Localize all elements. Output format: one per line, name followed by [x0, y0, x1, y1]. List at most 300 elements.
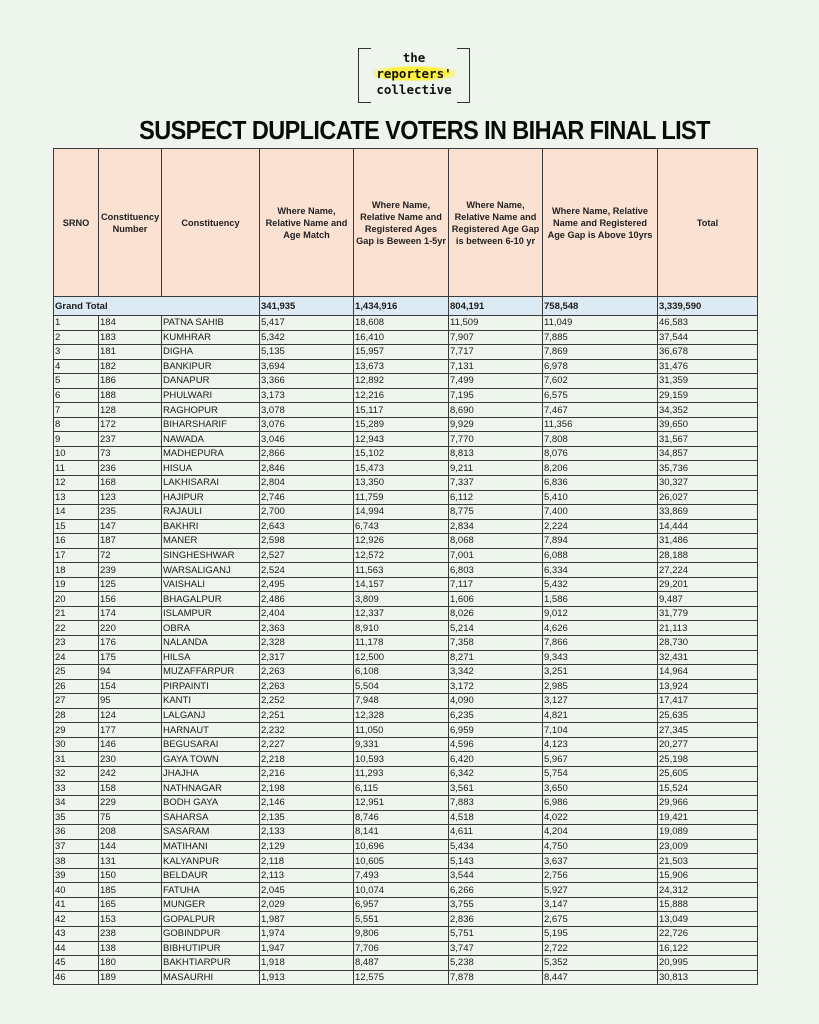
cell-srno: 8 [54, 417, 99, 432]
cell-gap-above-10: 4,022 [543, 810, 658, 825]
cell-gap-1-5: 9,806 [354, 926, 449, 941]
cell-gap-6-10: 6,420 [449, 752, 543, 767]
cell-srno: 5 [54, 374, 99, 389]
cell-age-match: 2,232 [260, 723, 354, 738]
cell-gap-above-10: 5,927 [543, 883, 658, 898]
cell-gap-above-10: 2,756 [543, 868, 658, 883]
cell-age-match: 2,495 [260, 577, 354, 592]
cell-srno: 42 [54, 912, 99, 927]
cell-constituency: KANTI [162, 694, 260, 709]
cell-total: 15,888 [658, 897, 758, 912]
cell-total: 31,567 [658, 432, 758, 447]
cell-gap-6-10: 4,090 [449, 694, 543, 709]
cell-constituency: NATHNAGAR [162, 781, 260, 796]
cell-gap-1-5: 12,216 [354, 388, 449, 403]
cell-srno: 30 [54, 737, 99, 752]
cell-constituency-number: 128 [99, 403, 162, 418]
cell-srno: 20 [54, 592, 99, 607]
cell-constituency: NAWADA [162, 432, 260, 447]
cell-gap-above-10: 4,204 [543, 825, 658, 840]
cell-constituency: MANER [162, 534, 260, 549]
cell-constituency-number: 220 [99, 621, 162, 636]
cell-constituency-number: 181 [99, 345, 162, 360]
table-row [54, 708, 758, 723]
cell-age-match: 2,146 [260, 796, 354, 811]
cell-srno: 4 [54, 359, 99, 374]
cell-srno: 29 [54, 723, 99, 738]
cell-gap-6-10: 7,883 [449, 796, 543, 811]
header-gap-6-10: Where Name, Relative Name and Registered Age Gap is between 6-10 yr [449, 149, 543, 297]
cell-gap-1-5: 11,563 [354, 563, 449, 578]
cell-constituency: PIRPAINTI [162, 679, 260, 694]
cell-age-match: 2,252 [260, 694, 354, 709]
cell-constituency: HISUA [162, 461, 260, 476]
cell-gap-1-5: 10,074 [354, 883, 449, 898]
cell-age-match: 2,118 [260, 854, 354, 869]
cell-gap-6-10: 6,959 [449, 723, 543, 738]
cell-gap-above-10: 11,356 [543, 417, 658, 432]
cell-gap-1-5: 5,504 [354, 679, 449, 694]
cell-total: 29,966 [658, 796, 758, 811]
cell-constituency-number: 146 [99, 737, 162, 752]
cell-constituency: NALANDA [162, 636, 260, 651]
cell-gap-1-5: 12,926 [354, 534, 449, 549]
cell-constituency-number: 158 [99, 781, 162, 796]
cell-gap-above-10: 7,467 [543, 403, 658, 418]
cell-gap-above-10: 7,602 [543, 374, 658, 389]
cell-srno: 19 [54, 577, 99, 592]
cell-total: 21,503 [658, 854, 758, 869]
cell-srno: 17 [54, 548, 99, 563]
table-row [54, 519, 758, 534]
cell-constituency: LALGANJ [162, 708, 260, 723]
cell-gap-above-10: 7,104 [543, 723, 658, 738]
cell-gap-6-10: 4,518 [449, 810, 543, 825]
cell-total: 31,486 [658, 534, 758, 549]
cell-srno: 46 [54, 970, 99, 985]
cell-age-match: 2,643 [260, 519, 354, 534]
cell-gap-6-10: 3,172 [449, 679, 543, 694]
cell-gap-6-10: 6,342 [449, 766, 543, 781]
cell-gap-1-5: 10,593 [354, 752, 449, 767]
cell-gap-6-10: 8,271 [449, 650, 543, 665]
cell-gap-above-10: 3,637 [543, 854, 658, 869]
cell-gap-6-10: 7,770 [449, 432, 543, 447]
grand-total-gap-1-5: 1,434,916 [354, 297, 449, 316]
cell-gap-1-5: 12,328 [354, 708, 449, 723]
cell-srno: 9 [54, 432, 99, 447]
cell-gap-1-5: 15,102 [354, 446, 449, 461]
cell-constituency-number: 177 [99, 723, 162, 738]
cell-constituency: PHULWARI [162, 388, 260, 403]
cell-gap-1-5: 12,575 [354, 970, 449, 985]
cell-gap-6-10: 3,747 [449, 941, 543, 956]
cell-srno: 33 [54, 781, 99, 796]
cell-gap-6-10: 7,117 [449, 577, 543, 592]
table-row [54, 461, 758, 476]
cell-srno: 45 [54, 956, 99, 971]
cell-gap-above-10: 2,224 [543, 519, 658, 534]
cell-constituency: MUNGER [162, 897, 260, 912]
grand-total-gap-6-10: 804,191 [449, 297, 543, 316]
cell-total: 14,444 [658, 519, 758, 534]
cell-gap-above-10: 11,049 [543, 316, 658, 331]
table-row [54, 825, 758, 840]
cell-srno: 16 [54, 534, 99, 549]
cell-constituency-number: 186 [99, 374, 162, 389]
cell-gap-6-10: 7,358 [449, 636, 543, 651]
cell-constituency-number: 182 [99, 359, 162, 374]
cell-total: 25,605 [658, 766, 758, 781]
cell-gap-above-10: 3,650 [543, 781, 658, 796]
cell-constituency-number: 184 [99, 316, 162, 331]
cell-gap-1-5: 7,948 [354, 694, 449, 709]
table-row [54, 359, 758, 374]
cell-srno: 43 [54, 926, 99, 941]
logo-line-3: collective [376, 82, 452, 97]
cell-gap-6-10: 8,775 [449, 505, 543, 520]
cell-constituency-number: 72 [99, 548, 162, 563]
cell-constituency-number: 150 [99, 868, 162, 883]
cell-age-match: 2,227 [260, 737, 354, 752]
cell-age-match: 3,173 [260, 388, 354, 403]
logo-line-2-highlighted: reporters' [373, 66, 454, 81]
cell-constituency: SASARAM [162, 825, 260, 840]
table-row [54, 956, 758, 971]
cell-gap-1-5: 12,951 [354, 796, 449, 811]
cell-gap-1-5: 18,608 [354, 316, 449, 331]
cell-constituency-number: 156 [99, 592, 162, 607]
cell-total: 15,524 [658, 781, 758, 796]
cell-gap-6-10: 6,266 [449, 883, 543, 898]
cell-constituency-number: 230 [99, 752, 162, 767]
cell-age-match: 2,317 [260, 650, 354, 665]
table-row [54, 316, 758, 331]
cell-srno: 40 [54, 883, 99, 898]
cell-constituency-number: 183 [99, 330, 162, 345]
cell-gap-6-10: 3,561 [449, 781, 543, 796]
table-row [54, 781, 758, 796]
table-row [54, 897, 758, 912]
cell-total: 9,487 [658, 592, 758, 607]
cell-gap-1-5: 12,572 [354, 548, 449, 563]
table-row [54, 592, 758, 607]
table-row [54, 650, 758, 665]
cell-gap-6-10: 7,195 [449, 388, 543, 403]
table-row [54, 796, 758, 811]
cell-gap-6-10: 7,717 [449, 345, 543, 360]
cell-srno: 6 [54, 388, 99, 403]
cell-gap-1-5: 16,410 [354, 330, 449, 345]
cell-gap-above-10: 7,808 [543, 432, 658, 447]
cell-age-match: 2,045 [260, 883, 354, 898]
cell-gap-1-5: 8,141 [354, 825, 449, 840]
cell-gap-6-10: 2,834 [449, 519, 543, 534]
cell-srno: 36 [54, 825, 99, 840]
cell-constituency: DIGHA [162, 345, 260, 360]
cell-total: 29,201 [658, 577, 758, 592]
table-row [54, 854, 758, 869]
cell-gap-above-10: 7,866 [543, 636, 658, 651]
cell-srno: 24 [54, 650, 99, 665]
table-row [54, 621, 758, 636]
cell-gap-6-10: 5,143 [449, 854, 543, 869]
cell-constituency: BEGUSARAI [162, 737, 260, 752]
table-row [54, 839, 758, 854]
cell-age-match: 1,918 [260, 956, 354, 971]
cell-gap-6-10: 8,068 [449, 534, 543, 549]
cell-constituency: GAYA TOWN [162, 752, 260, 767]
cell-total: 26,027 [658, 490, 758, 505]
cell-total: 16,122 [658, 941, 758, 956]
cell-gap-1-5: 11,050 [354, 723, 449, 738]
cell-gap-6-10: 3,342 [449, 665, 543, 680]
table-row [54, 330, 758, 345]
cell-age-match: 2,263 [260, 679, 354, 694]
cell-gap-6-10: 5,238 [449, 956, 543, 971]
cell-total: 28,730 [658, 636, 758, 651]
cell-total: 25,198 [658, 752, 758, 767]
cell-gap-6-10: 7,499 [449, 374, 543, 389]
cell-gap-1-5: 5,551 [354, 912, 449, 927]
cell-constituency: HARNAUT [162, 723, 260, 738]
cell-srno: 1 [54, 316, 99, 331]
cell-total: 31,359 [658, 374, 758, 389]
table-row [54, 679, 758, 694]
header-constituency: Constituency [162, 149, 260, 297]
cell-gap-6-10: 7,337 [449, 476, 543, 491]
table-row [54, 941, 758, 956]
cell-gap-1-5: 7,706 [354, 941, 449, 956]
cell-age-match: 2,113 [260, 868, 354, 883]
cell-age-match: 3,076 [260, 417, 354, 432]
cell-gap-above-10: 7,400 [543, 505, 658, 520]
cell-total: 33,869 [658, 505, 758, 520]
table-row [54, 868, 758, 883]
cell-constituency-number: 154 [99, 679, 162, 694]
table-row [54, 883, 758, 898]
cell-srno: 41 [54, 897, 99, 912]
cell-constituency: RAJAULI [162, 505, 260, 520]
cell-total: 39,650 [658, 417, 758, 432]
table-row [54, 345, 758, 360]
table-row [54, 810, 758, 825]
cell-gap-1-5: 10,696 [354, 839, 449, 854]
table-row [54, 403, 758, 418]
cell-total: 28,188 [658, 548, 758, 563]
cell-total: 17,417 [658, 694, 758, 709]
cell-age-match: 3,078 [260, 403, 354, 418]
cell-constituency-number: 236 [99, 461, 162, 476]
cell-total: 31,779 [658, 606, 758, 621]
cell-age-match: 2,700 [260, 505, 354, 520]
table-row [54, 737, 758, 752]
cell-total: 13,049 [658, 912, 758, 927]
cell-srno: 12 [54, 476, 99, 491]
cell-constituency-number: 176 [99, 636, 162, 651]
table-row [54, 766, 758, 781]
cell-srno: 10 [54, 446, 99, 461]
cell-gap-6-10: 4,596 [449, 737, 543, 752]
cell-age-match: 2,846 [260, 461, 354, 476]
cell-total: 21,113 [658, 621, 758, 636]
cell-constituency: LAKHISARAI [162, 476, 260, 491]
cell-age-match: 2,218 [260, 752, 354, 767]
cell-total: 35,736 [658, 461, 758, 476]
cell-constituency-number: 237 [99, 432, 162, 447]
cell-age-match: 2,527 [260, 548, 354, 563]
cell-age-match: 5,342 [260, 330, 354, 345]
cell-constituency: MADHEPURA [162, 446, 260, 461]
table-row [54, 374, 758, 389]
cell-constituency: SAHARSA [162, 810, 260, 825]
cell-gap-above-10: 6,334 [543, 563, 658, 578]
cell-gap-above-10: 7,885 [543, 330, 658, 345]
cell-constituency-number: 175 [99, 650, 162, 665]
cell-constituency: BAKHRI [162, 519, 260, 534]
cell-constituency-number: 75 [99, 810, 162, 825]
cell-total: 22,726 [658, 926, 758, 941]
cell-gap-1-5: 3,809 [354, 592, 449, 607]
cell-total: 27,224 [658, 563, 758, 578]
cell-gap-6-10: 2,836 [449, 912, 543, 927]
publisher-logo [358, 48, 470, 103]
cell-constituency: BELDAUR [162, 868, 260, 883]
cell-gap-1-5: 6,108 [354, 665, 449, 680]
cell-constituency: BAKHTIARPUR [162, 956, 260, 971]
cell-age-match: 5,135 [260, 345, 354, 360]
cell-gap-above-10: 5,195 [543, 926, 658, 941]
cell-gap-6-10: 6,235 [449, 708, 543, 723]
cell-constituency-number: 138 [99, 941, 162, 956]
cell-constituency: SINGHESHWAR [162, 548, 260, 563]
cell-gap-6-10: 3,544 [449, 868, 543, 883]
cell-constituency-number: 188 [99, 388, 162, 403]
cell-gap-1-5: 15,289 [354, 417, 449, 432]
duplicate-voters-table [53, 148, 758, 985]
cell-srno: 44 [54, 941, 99, 956]
cell-srno: 23 [54, 636, 99, 651]
grand-total-row [54, 297, 758, 316]
cell-gap-above-10: 2,722 [543, 941, 658, 956]
cell-gap-6-10: 7,907 [449, 330, 543, 345]
grand-total-gap-above-10: 758,548 [543, 297, 658, 316]
cell-age-match: 2,363 [260, 621, 354, 636]
table-row [54, 446, 758, 461]
cell-srno: 21 [54, 606, 99, 621]
cell-srno: 37 [54, 839, 99, 854]
cell-gap-above-10: 5,754 [543, 766, 658, 781]
cell-constituency: DANAPUR [162, 374, 260, 389]
cell-gap-1-5: 15,117 [354, 403, 449, 418]
cell-constituency-number: 165 [99, 897, 162, 912]
cell-constituency-number: 153 [99, 912, 162, 927]
cell-gap-above-10: 4,123 [543, 737, 658, 752]
cell-age-match: 2,198 [260, 781, 354, 796]
cell-constituency-number: 131 [99, 854, 162, 869]
cell-constituency-number: 235 [99, 505, 162, 520]
cell-constituency: FATUHA [162, 883, 260, 898]
cell-srno: 34 [54, 796, 99, 811]
cell-gap-above-10: 7,894 [543, 534, 658, 549]
logo-line-1: the [402, 50, 426, 65]
cell-gap-above-10: 6,978 [543, 359, 658, 374]
cell-age-match: 1,974 [260, 926, 354, 941]
cell-constituency: VAISHALI [162, 577, 260, 592]
cell-gap-6-10: 6,112 [449, 490, 543, 505]
cell-age-match: 1,913 [260, 970, 354, 985]
cell-gap-6-10: 5,751 [449, 926, 543, 941]
cell-gap-6-10: 5,434 [449, 839, 543, 854]
cell-constituency: MASAURHI [162, 970, 260, 985]
table-row [54, 432, 758, 447]
table-header-row [54, 149, 758, 297]
cell-gap-6-10: 5,214 [449, 621, 543, 636]
cell-constituency-number: 189 [99, 970, 162, 985]
cell-gap-1-5: 11,178 [354, 636, 449, 651]
cell-constituency: MATIHANI [162, 839, 260, 854]
cell-constituency: HILSA [162, 650, 260, 665]
cell-constituency-number: 187 [99, 534, 162, 549]
cell-gap-above-10: 3,127 [543, 694, 658, 709]
cell-constituency-number: 242 [99, 766, 162, 781]
cell-total: 27,345 [658, 723, 758, 738]
cell-gap-1-5: 13,350 [354, 476, 449, 491]
cell-srno: 18 [54, 563, 99, 578]
grand-total-age-match: 341,935 [260, 297, 354, 316]
cell-gap-6-10: 1,606 [449, 592, 543, 607]
cell-gap-6-10: 6,803 [449, 563, 543, 578]
cell-constituency: BANKIPUR [162, 359, 260, 374]
cell-gap-1-5: 11,293 [354, 766, 449, 781]
cell-constituency: BODH GAYA [162, 796, 260, 811]
cell-srno: 26 [54, 679, 99, 694]
cell-age-match: 2,404 [260, 606, 354, 621]
cell-gap-above-10: 2,675 [543, 912, 658, 927]
page-title: SUSPECT DUPLICATE VOTERS IN BIHAR FINAL LIST [139, 115, 710, 145]
cell-gap-above-10: 7,869 [543, 345, 658, 360]
cell-srno: 31 [54, 752, 99, 767]
cell-age-match: 2,029 [260, 897, 354, 912]
cell-age-match: 2,866 [260, 446, 354, 461]
cell-age-match: 2,486 [260, 592, 354, 607]
cell-age-match: 5,417 [260, 316, 354, 331]
cell-constituency-number: 147 [99, 519, 162, 534]
cell-age-match: 2,135 [260, 810, 354, 825]
cell-srno: 27 [54, 694, 99, 709]
cell-srno: 22 [54, 621, 99, 636]
cell-constituency-number: 123 [99, 490, 162, 505]
cell-constituency-number: 185 [99, 883, 162, 898]
cell-gap-above-10: 5,432 [543, 577, 658, 592]
cell-total: 31,476 [658, 359, 758, 374]
cell-constituency-number: 94 [99, 665, 162, 680]
cell-total: 23,009 [658, 839, 758, 854]
cell-constituency-number: 208 [99, 825, 162, 840]
cell-total: 46,583 [658, 316, 758, 331]
cell-constituency-number: 229 [99, 796, 162, 811]
cell-constituency-number: 238 [99, 926, 162, 941]
cell-gap-1-5: 11,759 [354, 490, 449, 505]
cell-gap-above-10: 8,076 [543, 446, 658, 461]
grand-total-total: 3,339,590 [658, 297, 758, 316]
cell-gap-6-10: 8,026 [449, 606, 543, 621]
cell-total: 15,906 [658, 868, 758, 883]
cell-gap-1-5: 14,994 [354, 505, 449, 520]
cell-gap-6-10: 3,755 [449, 897, 543, 912]
cell-constituency-number: 239 [99, 563, 162, 578]
cell-gap-6-10: 7,878 [449, 970, 543, 985]
